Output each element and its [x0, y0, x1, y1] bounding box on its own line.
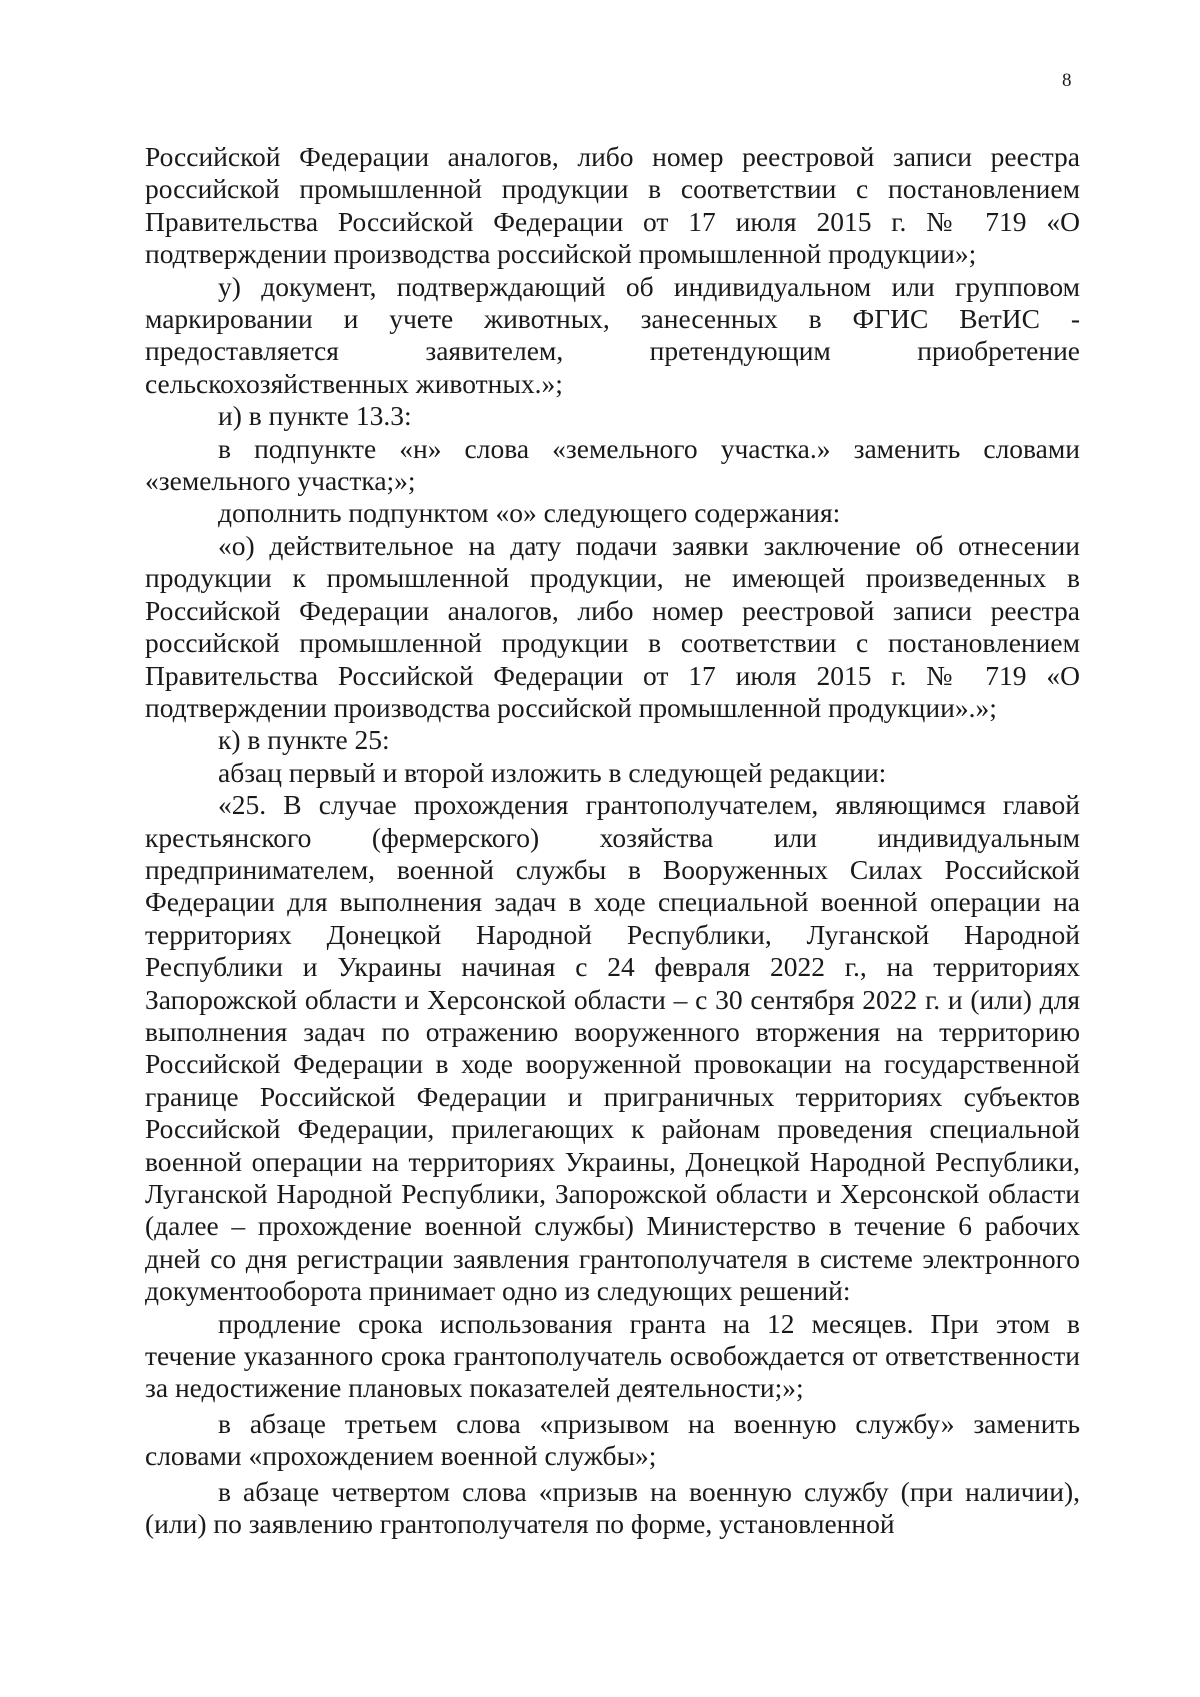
paragraph: Российской Федерации аналогов, либо номер реестровой записи реестра российской промышленной продукции в соответствии с постановлением Правительства Российской Федерации от 17 июля 2015 г. № 719 «О подтверждении производства российской промышленной продукции»;	[145, 141, 1080, 270]
page-number: 8	[1062, 70, 1072, 91]
paragraph: в абзаце четвертом слова «призыв на военную службу (при наличии), (или) по заявлению грантополучателя по форме, установленной	[145, 1475, 1080, 1540]
paragraph: «о) действительное на дату подачи заявки заключение об отнесении продукции к промышленной продукции, не имеющей произведенных в Российской Федерации аналогов, либо номер реестровой записи реестра российской промышленной продукции в соответствии с постановлением Правительства Российской Федерации от 17 июля 2015 г. № 719 «О подтверждении производства российской промышленной продукции».»;	[145, 529, 1080, 723]
paragraph: «25. В случае прохождения грантополучателем, являющимся главой крестьянского (фермерского) хозяйства или индивидуальным предпринимателем, военной службы в Вооруженных Силах Российской Федерации для выполнения задач в ходе специальной военной операции на территориях Донецкой Народной Республики, Луганской Народной Республики и Украины начиная с 24 февраля 2022 г., на территориях Запорожской области и Херсонской области – с 30 сентября 2022 г. и (или) для выполнения задач по отражению вооруженного вторжения на территорию Российской Федерации в ходе вооруженной провокации на государственной границе Российской Федерации и приграничных территориях субъектов Российской Федерации, прилегающих к районам проведения специальной военной операции на территориях Украины, Донецкой Народной Республики, Луганской Народной Республики, Запорожской области и Херсонской области (далее – прохождение военной службы) Министерство в течение 6 рабочих дней со дня регистрации заявления грантополучателя в системе электронного документооборота принимает одно из следующих решений:	[145, 789, 1080, 1307]
paragraph: в абзаце третьем слова «призывом на военную службу» заменить словами «прохождением военной службы»;	[145, 1407, 1080, 1472]
paragraph: к) в пункте 25:	[218, 724, 390, 756]
paragraph: абзац первый и второй изложить в следующей редакции:	[218, 756, 887, 788]
document-body	[145, 141, 1080, 1540]
paragraph: у) документ, подтверждающий об индивидуальном или групповом маркировании и учете животных, занесенных в ФГИС ВетИС - предоставляется заявителем, претендующим приобретение сельскохозяйственных животных.»;	[145, 270, 1080, 399]
paragraph: дополнить подпунктом «о» следующего содержания:	[218, 497, 841, 529]
paragraph: продление срока использования гранта на 12 месяцев. При этом в течение указанного срока грантополучатель освобождается от ответственности за недостижение плановых показателей деятельности;»;	[145, 1307, 1080, 1404]
paragraph: и) в пункте 13.3:	[218, 400, 412, 432]
paragraph: в подпункте «н» слова «земельного участка.» заменить словами «земельного участка;»;	[145, 432, 1080, 497]
